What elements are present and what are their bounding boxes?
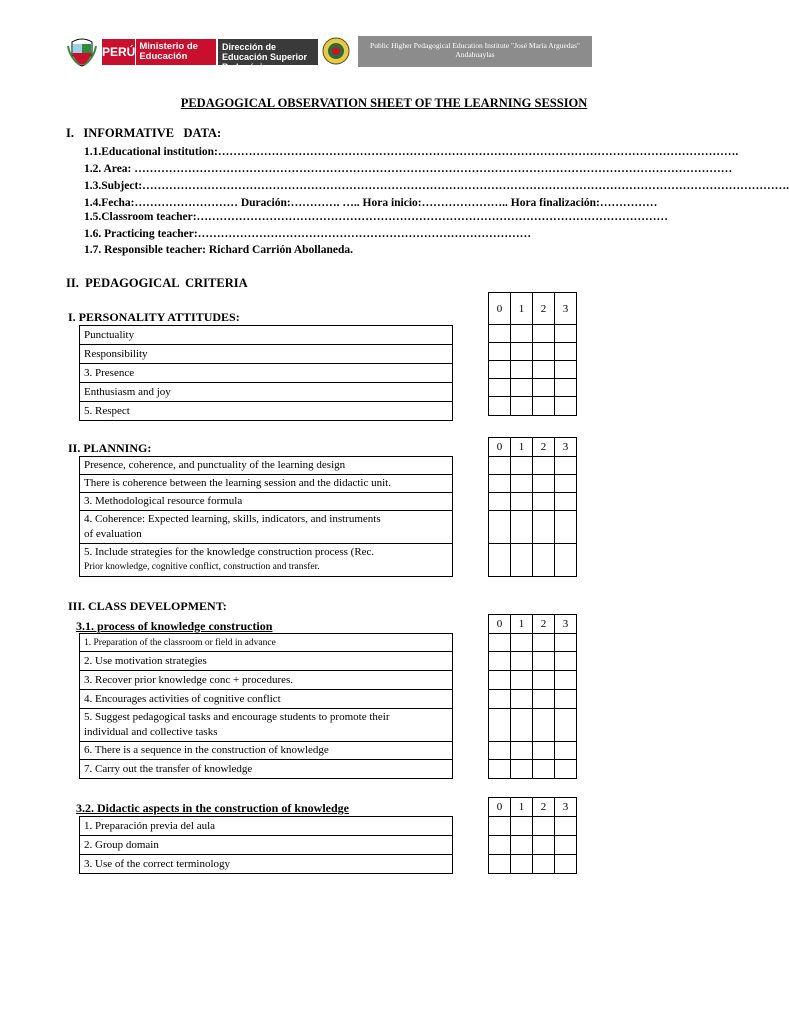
info-line-date: 1.4.Fecha:……………………… Duración:…………. ….. Hora inicio:………………….. Hora finalización:……………: [84, 197, 658, 209]
class-dev-item: 4. Encourages activities of cognitive conflict: [80, 690, 453, 709]
peru-label: PERÚ: [102, 39, 136, 65]
ministry-label: Ministerio de Educación: [139, 41, 198, 62]
score-header: 3: [555, 293, 577, 325]
score-cell[interactable]: [533, 493, 555, 511]
score-cell[interactable]: [555, 325, 577, 343]
score-cell[interactable]: [489, 544, 511, 577]
score-cell[interactable]: [555, 475, 577, 493]
score-cell[interactable]: [555, 855, 577, 874]
info-line-practicing-teacher: 1.6. Practicing teacher:……………………………………………………………………………: [84, 228, 532, 240]
score-cell[interactable]: [489, 836, 511, 855]
score-cell[interactable]: [511, 855, 533, 874]
class-dev-item: [80, 709, 453, 742]
class-development-score-grid[interactable]: [488, 614, 577, 779]
score-cell[interactable]: [511, 397, 533, 416]
score-header: 2: [533, 798, 555, 817]
score-cell[interactable]: [555, 671, 577, 690]
planning-item: [80, 511, 453, 544]
score-cell[interactable]: [511, 709, 533, 742]
pedagogical-criteria-heading: II. PEDAGOGICAL CRITERIA: [66, 276, 248, 290]
planning-item: 3. Methodological resource formula: [80, 493, 453, 511]
planning-item-line: of evaluation: [84, 528, 142, 540]
score-cell[interactable]: [489, 343, 511, 361]
score-cell[interactable]: [533, 690, 555, 709]
score-cell[interactable]: [555, 361, 577, 379]
didactic-item: 2. Group domain: [80, 836, 453, 855]
score-cell[interactable]: [511, 652, 533, 671]
score-cell[interactable]: [489, 457, 511, 475]
score-cell[interactable]: [489, 671, 511, 690]
score-cell[interactable]: [555, 652, 577, 671]
score-cell[interactable]: [511, 690, 533, 709]
score-cell[interactable]: [533, 457, 555, 475]
score-cell[interactable]: [489, 742, 511, 760]
score-cell[interactable]: [511, 493, 533, 511]
score-cell[interactable]: [511, 544, 533, 577]
score-cell[interactable]: [555, 634, 577, 652]
info-line-responsible-teacher: 1.7. Responsible teacher: Richard Carrión Abollaneda.: [84, 244, 353, 256]
score-header: 0: [489, 293, 511, 325]
informative-data-heading: I. INFORMATIVE DATA:: [66, 126, 222, 140]
score-cell[interactable]: [533, 544, 555, 577]
score-cell[interactable]: [489, 325, 511, 343]
personality-item: Punctuality: [80, 326, 453, 345]
score-header: 2: [533, 615, 555, 634]
score-cell[interactable]: [555, 511, 577, 544]
score-header: 1: [511, 438, 533, 457]
score-cell[interactable]: [555, 742, 577, 760]
class-development-heading: III. CLASS DEVELOPMENT:: [68, 599, 227, 613]
score-cell[interactable]: [555, 760, 577, 779]
score-cell[interactable]: [555, 493, 577, 511]
class-dev-item: 6. There is a sequence in the construction of knowledge: [80, 742, 453, 760]
process-heading: 3.1. process of knowledge construction: [76, 619, 273, 633]
class-development-table: [79, 633, 453, 779]
personality-item: Enthusiasm and joy: [80, 383, 453, 402]
score-cell[interactable]: [533, 836, 555, 855]
institute-name: Public Higher Pedagogical Education Institute "José María Arguedas": [370, 41, 580, 50]
score-cell[interactable]: [511, 671, 533, 690]
score-cell[interactable]: [489, 361, 511, 379]
personality-score-grid[interactable]: [488, 292, 577, 416]
score-cell[interactable]: [555, 836, 577, 855]
score-cell[interactable]: [489, 855, 511, 874]
score-cell[interactable]: [533, 361, 555, 379]
didactic-aspects-heading: 3.2. Didactic aspects in the construction of knowledge: [76, 801, 349, 815]
class-dev-item: 7. Carry out the transfer of knowledge: [80, 760, 453, 779]
score-header: 3: [555, 615, 577, 634]
score-header: 0: [489, 798, 511, 817]
score-cell[interactable]: [555, 457, 577, 475]
score-cell[interactable]: [489, 690, 511, 709]
score-header: 2: [533, 438, 555, 457]
score-cell[interactable]: [533, 325, 555, 343]
score-cell[interactable]: [489, 652, 511, 671]
score-cell[interactable]: [533, 475, 555, 493]
score-cell[interactable]: [533, 817, 555, 836]
score-cell[interactable]: [511, 634, 533, 652]
planning-item-line: 5. Include strategies for the knowledge construction process (Rec.: [84, 546, 375, 558]
info-line-subject: 1.3.Subject:…………………………………………………………………………………………………………………………………………………….: [84, 180, 789, 192]
score-cell[interactable]: [489, 511, 511, 544]
score-cell[interactable]: [511, 457, 533, 475]
score-header: 0: [489, 615, 511, 634]
class-dev-item-line: individual and collective tasks: [84, 726, 218, 738]
score-cell[interactable]: [533, 634, 555, 652]
personality-item: 5. Respect: [80, 402, 453, 421]
info-line-classroom-teacher: 1.5.Classroom teacher:……………………………………………………………………………………………………………: [84, 211, 669, 223]
class-dev-item: 2. Use motivation strategies: [80, 652, 453, 671]
info-line-institution: 1.1.Educational institution:……………………………………………………………………………………………………………………….: [84, 146, 739, 158]
score-cell[interactable]: [533, 511, 555, 544]
score-cell[interactable]: [489, 709, 511, 742]
score-cell[interactable]: [555, 397, 577, 416]
score-cell[interactable]: [533, 343, 555, 361]
score-cell[interactable]: [511, 343, 533, 361]
personality-table: [79, 325, 453, 421]
institute-city: Andahuaylas: [455, 50, 495, 59]
planning-item: Presence, coherence, and punctuality of the learning design: [80, 457, 453, 475]
score-cell[interactable]: [533, 397, 555, 416]
score-cell[interactable]: [511, 361, 533, 379]
score-cell[interactable]: [511, 511, 533, 544]
score-cell[interactable]: [555, 343, 577, 361]
score-cell[interactable]: [555, 690, 577, 709]
score-header: 3: [555, 438, 577, 457]
didactic-item: 3. Use of the correct terminology: [80, 855, 453, 874]
score-cell[interactable]: [511, 836, 533, 855]
score-cell[interactable]: [489, 397, 511, 416]
institute-seal-icon: [322, 37, 350, 65]
planning-item: There is coherence between the learning session and the didactic unit.: [80, 475, 453, 493]
score-cell[interactable]: [533, 742, 555, 760]
personality-heading: I. PERSONALITY ATTITUDES:: [68, 310, 240, 324]
planning-table: [79, 456, 453, 577]
score-cell[interactable]: [533, 760, 555, 779]
planning-item-line: Prior knowledge, cognitive conflict, construction and transfer.: [84, 562, 320, 572]
institute-banner: [358, 36, 592, 67]
didactic-table: [79, 816, 453, 874]
score-cell[interactable]: [533, 855, 555, 874]
score-cell[interactable]: [489, 634, 511, 652]
header-banner: [66, 36, 592, 72]
score-cell[interactable]: [511, 817, 533, 836]
score-cell[interactable]: [555, 709, 577, 742]
score-header: 1: [511, 293, 533, 325]
score-cell[interactable]: [511, 475, 533, 493]
score-header: 1: [511, 798, 533, 817]
score-header: 1: [511, 615, 533, 634]
score-cell[interactable]: [489, 493, 511, 511]
document-title: PEDAGOGICAL OBSERVATION SHEET OF THE LEARNING SESSION: [180, 96, 588, 110]
direction-label: Dirección de Educación Superior Pedagógica: [218, 39, 318, 65]
score-cell[interactable]: [511, 760, 533, 779]
score-header: 3: [555, 798, 577, 817]
personality-item: 3. Presence: [80, 364, 453, 383]
planning-heading: II. PLANNING:: [68, 441, 152, 455]
score-cell[interactable]: [489, 760, 511, 779]
score-header: 0: [489, 438, 511, 457]
score-cell[interactable]: [511, 742, 533, 760]
coat-of-arms-icon: [66, 36, 98, 67]
info-line-area: 1.2. Area: …………………………………………………………………………………………………………………………………………: [84, 163, 733, 175]
peru-ministry-logo: [102, 39, 216, 65]
score-cell[interactable]: [555, 544, 577, 577]
score-cell[interactable]: [511, 379, 533, 397]
score-cell[interactable]: [533, 379, 555, 397]
score-cell[interactable]: [511, 325, 533, 343]
score-cell[interactable]: [533, 652, 555, 671]
score-cell[interactable]: [489, 817, 511, 836]
score-cell[interactable]: [489, 379, 511, 397]
score-cell[interactable]: [555, 379, 577, 397]
personality-item: Responsibility: [80, 345, 453, 364]
score-cell[interactable]: [489, 475, 511, 493]
didactic-item: 1. Preparación previa del aula: [80, 817, 453, 836]
didactic-score-grid[interactable]: [488, 797, 577, 874]
score-cell[interactable]: [533, 671, 555, 690]
score-cell[interactable]: [555, 817, 577, 836]
planning-item-line: 4. Coherence: Expected learning, skills, indicators, and instruments: [84, 513, 381, 525]
class-dev-item: 1. Preparation of the classroom or field in advance: [80, 634, 453, 652]
class-dev-item-line: 5. Suggest pedagogical tasks and encourage students to promote their: [84, 711, 390, 723]
planning-score-grid[interactable]: [488, 437, 577, 577]
score-cell[interactable]: [533, 709, 555, 742]
score-header: 2: [533, 293, 555, 325]
class-dev-item: 3. Recover prior knowledge conc + procedures.: [80, 671, 453, 690]
planning-item: [80, 544, 453, 577]
